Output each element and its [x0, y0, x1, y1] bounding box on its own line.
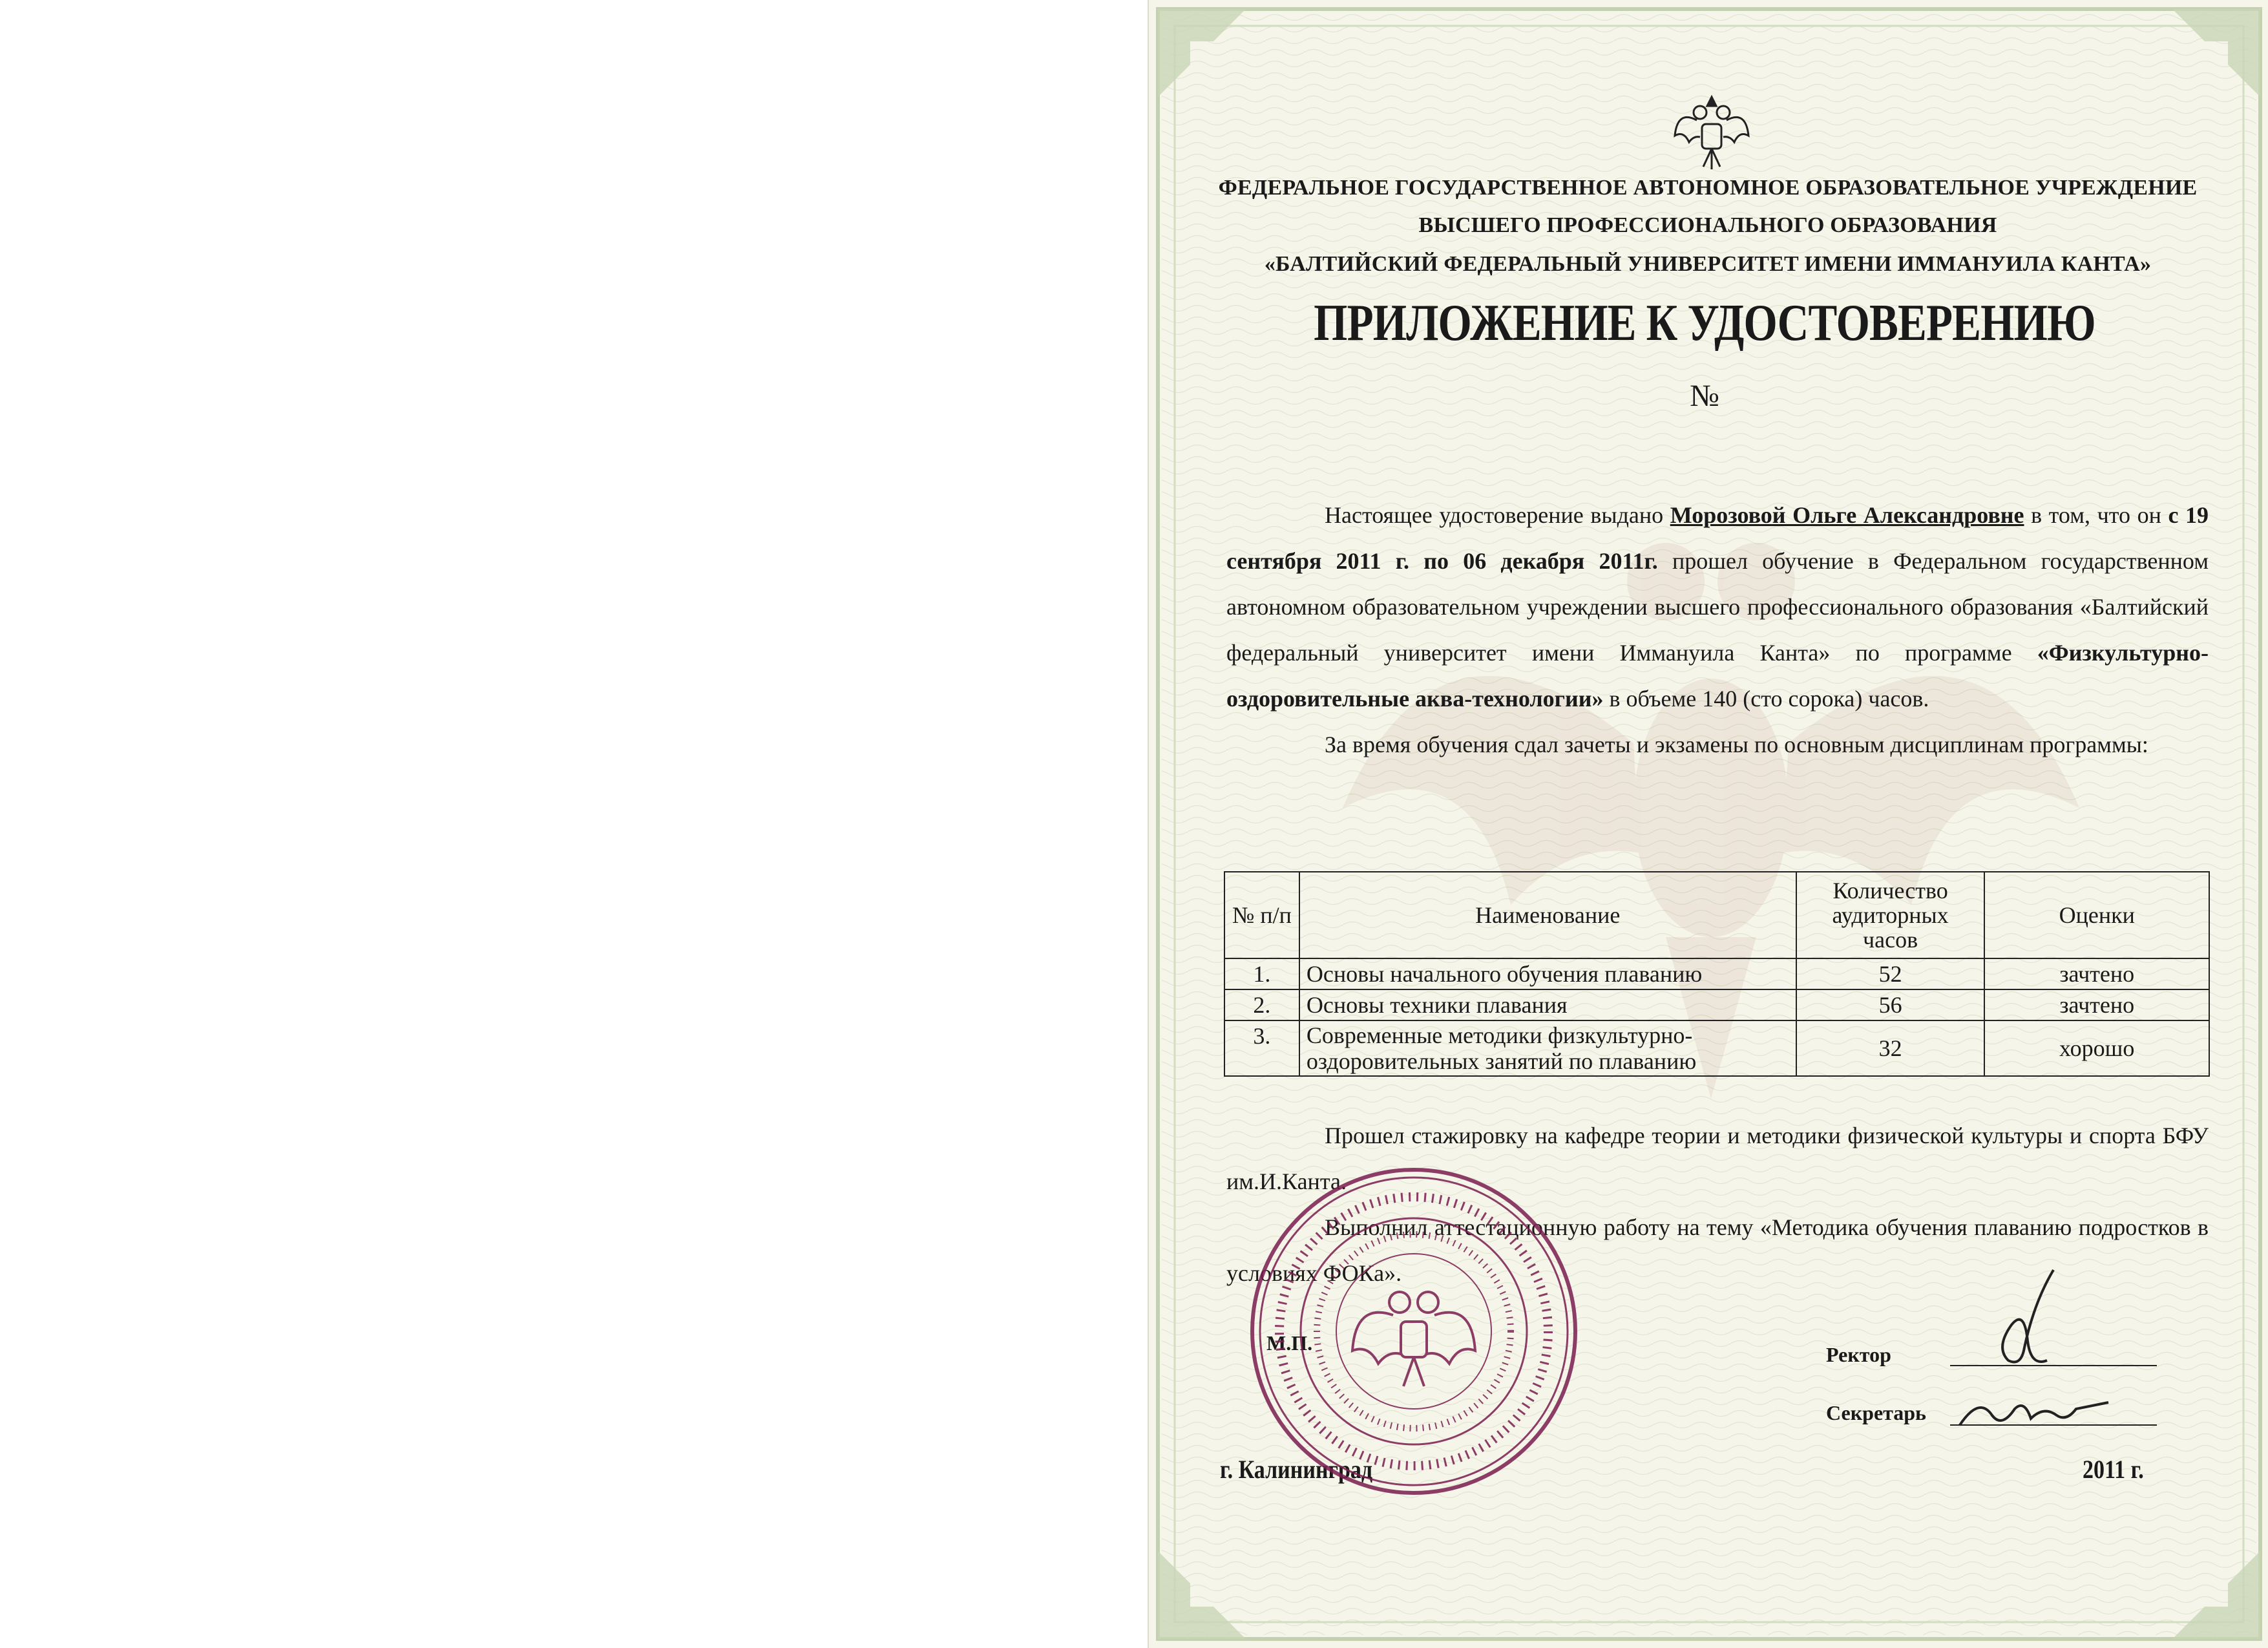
table-row	[1224, 1020, 2209, 1076]
city-label: г. Калининград	[1220, 1455, 1373, 1484]
official-seal-stamp	[1246, 1163, 1582, 1499]
body-text: в объеме 140 (сто сорока) часов.	[1603, 686, 1929, 712]
certificate-body	[1226, 492, 2209, 768]
row-grade: зачтено	[1984, 958, 2209, 989]
secretary-signature	[1953, 1389, 2115, 1435]
row-hours: 32	[1796, 1020, 1985, 1076]
col-header-name: Наименование	[1299, 872, 1796, 958]
row-name: Основы начального обучения плаванию	[1299, 958, 1796, 989]
rector-label: Ректор	[1826, 1343, 1891, 1366]
study-period: с 19 сентября 2011 г. по 06 декабря 2011г.	[1226, 502, 2209, 574]
header-line-3: «БАЛТИЙСКИЙ ФЕДЕРАЛЬНЫЙ УНИВЕРСИТЕТ ИМЕНИ ИММАНУИЛА КАНТА»	[1264, 252, 2152, 276]
col-header-hours: Количество аудиторных часов	[1796, 872, 1985, 958]
header-line-1: ФЕДЕРАЛЬНОЕ ГОСУДАРСТВЕННОЕ АВТОНОМНОЕ ОБРАЗОВАТЕЛЬНОЕ УЧРЕЖДЕНИЕ	[1218, 176, 2198, 200]
recipient-name: Морозовой Ольге Александровне	[1670, 502, 2024, 528]
row-hours: 56	[1796, 989, 1985, 1020]
seal-place-label: М.П.	[1266, 1331, 1313, 1355]
row-name: Основы техники плавания	[1299, 989, 1796, 1020]
table-row	[1224, 958, 2209, 989]
row-num: 3.	[1224, 1020, 1299, 1076]
body-text: Настоящее удостоверение выдано	[1325, 502, 1670, 528]
disciplines-table	[1224, 871, 2210, 1077]
thesis-text: Выполнил аттестационную работу на тему «Методика обучения плаванию подростков в условиях ФОКа».	[1226, 1214, 2209, 1286]
secretary-label: Секретарь	[1826, 1401, 1926, 1424]
row-hours: 52	[1796, 958, 1985, 989]
row-grade: хорошо	[1984, 1020, 2209, 1076]
disciplines-intro: За время обучения сдал зачеты и экзамены по основным дисциплинам программы:	[1325, 732, 2148, 757]
row-grade: зачтено	[1984, 989, 2209, 1020]
certificate-appendix-sheet	[1148, 0, 2268, 1648]
col-header-grade: Оценки	[1984, 872, 2209, 958]
row-num: 1.	[1224, 958, 1299, 989]
body-text: прошел обучение в Федеральном государственном автономном образовательном учреждении высшего профессионального образования «Балтийский федеральный университет имени Иммануила Канта» по программе	[1226, 548, 2209, 666]
internship-text: Прошел стажировку на кафедре теории и методики физической культуры и спорта БФУ им.И.Канта.	[1226, 1123, 2209, 1194]
row-name: Современные методики физкультурно-оздоровительных занятий по плаванию	[1299, 1020, 1796, 1076]
document-title: ПРИЛОЖЕНИЕ К УДОСТОВЕРЕНИЮ	[1314, 295, 2095, 352]
year-label: 2011 г.	[2083, 1455, 2144, 1484]
document-number: №	[1690, 379, 1719, 413]
col-header-num: № п/п	[1224, 872, 1299, 958]
rector-signature	[1963, 1263, 2079, 1380]
header-line-2: ВЫСШЕГО ПРОФЕССИОНАЛЬНОГО ОБРАЗОВАНИЯ	[1418, 213, 1997, 237]
row-num: 2.	[1224, 989, 1299, 1020]
table-header-row	[1224, 872, 2209, 958]
program-name: «Физкультурно-оздоровительные аква-технологии»	[1226, 640, 2209, 712]
coat-of-arms-emblem-icon	[1671, 90, 1752, 174]
body-text: в том, что он	[2024, 502, 2168, 528]
table-row	[1224, 989, 2209, 1020]
